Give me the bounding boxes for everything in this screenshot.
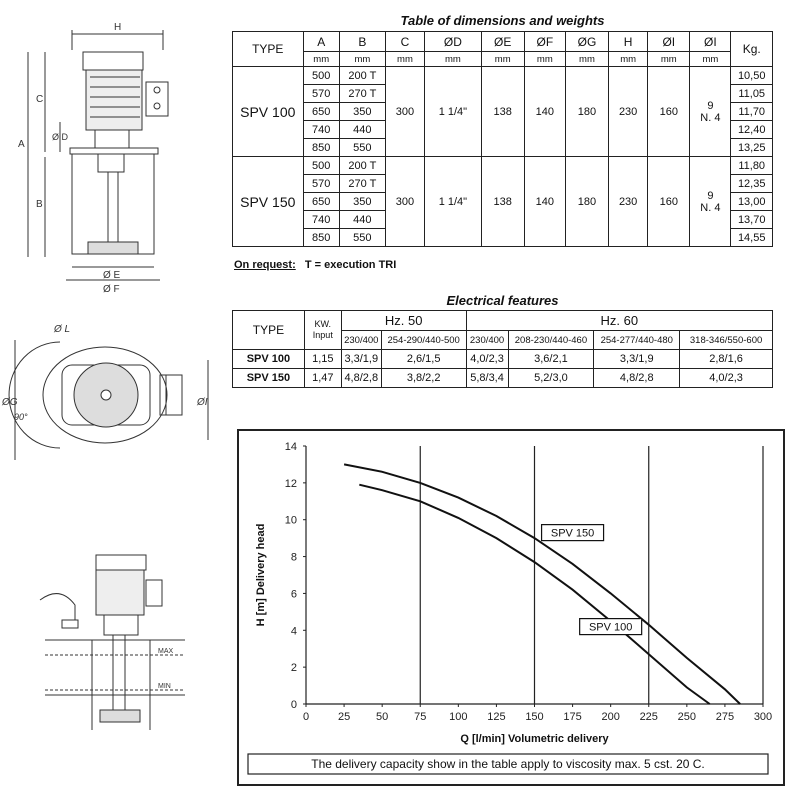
dim-label-d: Ø D [52, 132, 69, 142]
header-b: B [339, 32, 385, 52]
table-cell: 1 1/4" [425, 67, 482, 157]
table-cell: 12,35 [731, 175, 773, 193]
x-axis-label: Q [l/min] Volumetric delivery [460, 733, 609, 745]
table-cell: 14,55 [731, 229, 773, 247]
table-cell: 570 [303, 85, 339, 103]
header-f: ØF [524, 32, 565, 52]
table-cell: 3,6/2,1 [508, 350, 594, 369]
dim-label-f: Ø F [103, 284, 120, 295]
electrical-table-title: Electrical features [446, 293, 559, 308]
table-cell: 4,8/2,8 [341, 369, 381, 388]
unit: mm [648, 52, 690, 67]
table-cell: 13,25 [731, 139, 773, 157]
y-tick-label: 0 [290, 699, 297, 711]
pump-tank-drawing [0, 545, 225, 745]
input-label: Input [312, 330, 333, 340]
dim-label-c: C [36, 94, 44, 105]
x-tick-label: 50 [376, 711, 389, 723]
header-c: C [385, 32, 424, 52]
table-cell: 1,15 [304, 350, 341, 369]
unit: mm [481, 52, 524, 67]
unit: mm [524, 52, 565, 67]
x-tick-label: 250 [677, 711, 697, 723]
dim-label-g: ØG [2, 397, 18, 408]
table-cell: 180 [565, 157, 608, 247]
table-cell: 5,2/3,0 [508, 369, 594, 388]
x-tick-label: 225 [639, 711, 658, 723]
unit: mm [303, 52, 339, 67]
x-tick-label: 125 [487, 711, 506, 723]
x-tick-label: 200 [601, 711, 620, 723]
y-axis-label: H [m] Delivery head [255, 523, 267, 627]
table-cell: 10,50 [731, 67, 773, 85]
table-cell: 550 [339, 139, 385, 157]
hole-count: N. 4 [700, 111, 721, 124]
series-label: SPV 150 [550, 527, 595, 540]
table-cell [690, 67, 731, 157]
electrical-table [232, 310, 773, 388]
performance-chart [237, 429, 785, 786]
voltage-header: 230/400 [341, 331, 381, 350]
voltage-header: 254-290/440-500 [381, 331, 466, 350]
pump-top-drawing [0, 320, 225, 470]
table-cell: 13,70 [731, 211, 773, 229]
elec-header-type: TYPE [233, 311, 305, 350]
table-cell: 3,3/1,9 [594, 350, 680, 369]
y-tick-label: 14 [284, 441, 297, 453]
dim-label-l: Ø L [54, 324, 71, 335]
y-tick-label: 6 [290, 588, 297, 601]
series-line-0 [344, 464, 740, 704]
table-cell: 160 [648, 67, 690, 157]
on-request-text: T = execution TRI [304, 259, 397, 271]
header-a: A [303, 32, 339, 52]
table-cell: SPV 100 [233, 350, 305, 369]
table-cell: 230 [609, 157, 648, 247]
table-cell: 2,6/1,5 [381, 350, 466, 369]
unit: mm [339, 52, 385, 67]
chart-caption: The delivery capacity show in the table apply to viscosity max. 5 cst. 20 C. [311, 757, 705, 771]
header-g: ØG [565, 32, 608, 52]
table-cell: 270 T [339, 85, 385, 103]
kw-label: KW. [314, 319, 332, 329]
table-cell: 5,8/3,4 [466, 369, 508, 388]
voltage-header: 230/400 [466, 331, 508, 350]
on-request-label: On request: [234, 259, 296, 271]
x-tick-label: 300 [753, 711, 773, 723]
y-tick-label: 2 [290, 662, 297, 675]
table-cell: 160 [648, 157, 690, 247]
table-cell: 13,00 [731, 193, 773, 211]
dim-label-i: ØI [197, 397, 208, 408]
table-cell: 230 [609, 67, 648, 157]
hz50-header: Hz. 50 [341, 311, 466, 331]
table-cell: 350 [339, 193, 385, 211]
max-level-label: MAX [158, 648, 174, 655]
table-cell: 4,0/2,3 [466, 350, 508, 369]
header-i: ØI [648, 32, 690, 52]
table-cell: 850 [303, 229, 339, 247]
unit: mm [609, 52, 648, 67]
x-tick-label: 100 [449, 711, 468, 723]
header-h: H [609, 32, 648, 52]
unit: mm [690, 52, 731, 67]
electrical-row [233, 350, 773, 369]
voltage-header: 208-230/440-460 [508, 331, 594, 350]
table-cell: 300 [385, 157, 424, 247]
table-cell: 500 [303, 67, 339, 85]
table-cell: 440 [339, 121, 385, 139]
table-cell: 650 [303, 103, 339, 121]
y-tick-label: 8 [290, 551, 297, 564]
table-cell: 2,8/1,6 [680, 350, 773, 369]
unit: mm [425, 52, 482, 67]
table-cell: 200 T [339, 157, 385, 175]
x-tick-label: 75 [414, 711, 427, 723]
dim-label-e: Ø E [103, 270, 121, 281]
table-cell: 11,05 [731, 85, 773, 103]
dimension-row [233, 67, 773, 85]
hz60-header: Hz. 60 [466, 311, 772, 331]
table-cell: 740 [303, 121, 339, 139]
voltage-header: 318-346/550-600 [680, 331, 773, 350]
table-cell: 440 [339, 211, 385, 229]
table-cell: 140 [524, 157, 565, 247]
header-e: ØE [481, 32, 524, 52]
y-tick-label: 12 [284, 477, 297, 490]
table-cell: 500 [303, 157, 339, 175]
table-cell: 270 T [339, 175, 385, 193]
y-tick-label: 4 [290, 625, 297, 638]
table-cell: 3,8/2,2 [381, 369, 466, 388]
voltage-header: 254-277/440-480 [594, 331, 680, 350]
table-cell: 650 [303, 193, 339, 211]
table-cell: 140 [524, 67, 565, 157]
table-cell: 1,47 [304, 369, 341, 388]
dimension-row [233, 157, 773, 175]
on-request-note [234, 259, 396, 271]
table-cell: 11,80 [731, 157, 773, 175]
table-cell: 1 1/4" [425, 157, 482, 247]
electrical-row [233, 369, 773, 388]
header-d: ØD [425, 32, 482, 52]
table-cell: 850 [303, 139, 339, 157]
y-tick-label: 10 [284, 514, 297, 527]
table-cell: 12,40 [731, 121, 773, 139]
series-label: SPV 100 [588, 621, 633, 634]
min-level-label: MIN [158, 683, 171, 690]
header-kg: Kg. [731, 32, 773, 67]
table-cell: SPV 100 [233, 67, 304, 157]
pump-side-drawing [0, 12, 225, 312]
table-cell: 4,8/2,8 [594, 369, 680, 388]
x-tick-label: 150 [525, 711, 544, 723]
dim-label-b: B [36, 199, 43, 210]
dimensions-table [232, 31, 773, 247]
table-cell: 200 T [339, 67, 385, 85]
dim-label-deg: 90° [14, 412, 28, 422]
x-tick-label: 25 [337, 711, 351, 723]
table-cell: 300 [385, 67, 424, 157]
table-cell: 740 [303, 211, 339, 229]
table-cell: 180 [565, 67, 608, 157]
x-tick-label: 275 [715, 711, 735, 723]
unit: mm [565, 52, 608, 67]
dim-label-a: A [18, 139, 25, 150]
header-i2: ØI [690, 32, 731, 52]
hole-count: N. 4 [700, 201, 721, 214]
table-cell: 350 [339, 103, 385, 121]
table-cell: 570 [303, 175, 339, 193]
x-tick-label: 175 [563, 711, 582, 723]
table-cell: SPV 150 [233, 157, 304, 247]
table-cell [690, 157, 731, 247]
table-cell: 550 [339, 229, 385, 247]
table-cell: 138 [481, 157, 524, 247]
table-cell: 3,3/1,9 [341, 350, 381, 369]
table-cell: 138 [481, 67, 524, 157]
hole-diameter: 9 [707, 99, 714, 112]
hole-diameter: 9 [707, 189, 714, 202]
header-type: TYPE [233, 32, 304, 67]
table-cell: 11,70 [731, 103, 773, 121]
elec-header-kw [304, 311, 341, 350]
x-tick-label: 0 [302, 711, 310, 723]
dim-label-h: H [114, 22, 122, 33]
table-cell: SPV 150 [233, 369, 305, 388]
dimensions-table-title: Table of dimensions and weights [400, 13, 605, 28]
unit: mm [385, 52, 424, 67]
table-cell: 4,0/2,3 [680, 369, 773, 388]
